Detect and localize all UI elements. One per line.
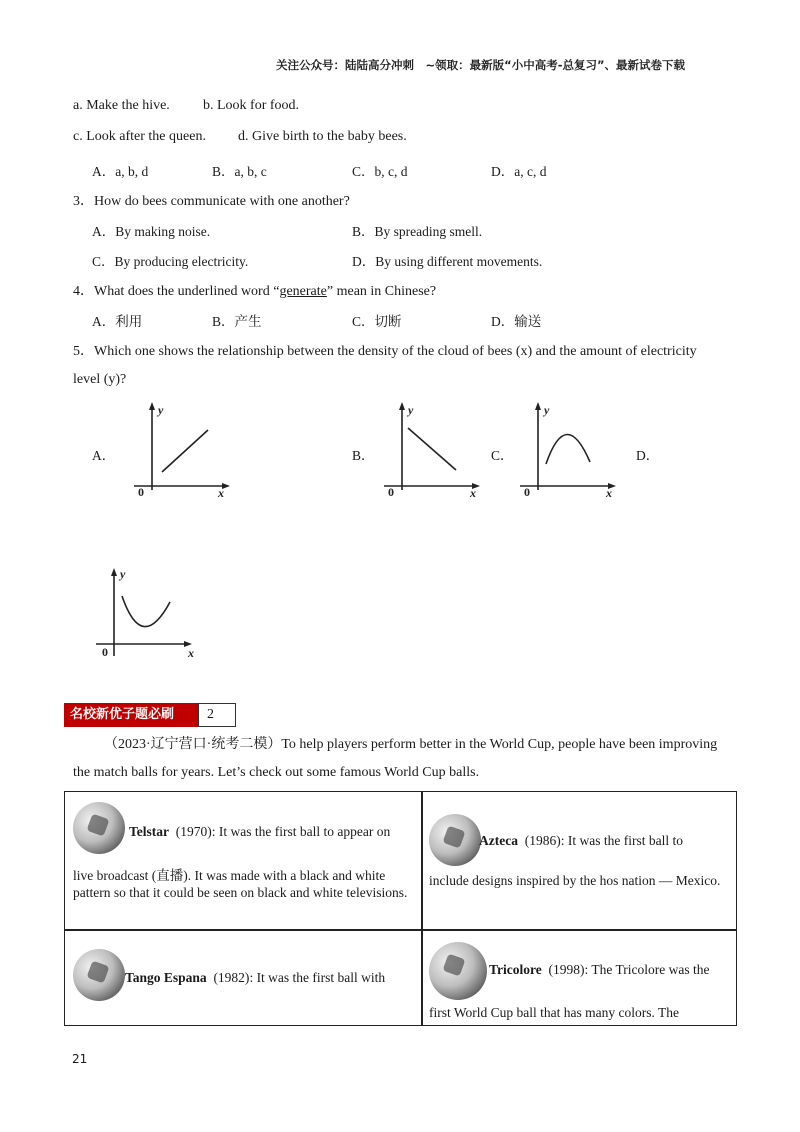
q4-option-d: D．输送 [491, 314, 542, 329]
page-header: 关注公众号：陆陆高分冲刺 ~领取：最新版“小中高考-总复习”、最新试卷下载 [276, 58, 686, 72]
q2-option-b: B．a, b, c [212, 164, 267, 179]
q3-stem: 3．How do bees communicate with one another? [73, 194, 350, 209]
tricolore-heading [489, 962, 709, 978]
graph-c [514, 400, 624, 500]
section-badge: 名校新优子题必刷 [64, 703, 198, 727]
graph-a-x-label: x [218, 486, 224, 500]
graph-a [128, 400, 238, 500]
graph-a-y-label: y [158, 403, 164, 417]
azteca-heading [479, 833, 683, 849]
q4-underlined-word: generate [279, 284, 327, 299]
telstar-desc-2: live broadcast (直播). It was made with a black and white pattern so that it could be seen on black and white televisions. [73, 868, 408, 900]
telstar-ball-image [73, 802, 125, 854]
q5-option-b-label: B． [352, 448, 375, 463]
tricolore-desc-2: first World Cup ball that has many colors. The [429, 1005, 680, 1020]
tango-espana-name: Tango Espana [125, 970, 207, 985]
q4-stem-post: ” mean in Chinese? [326, 284, 437, 299]
graph-b-y-label: y [408, 403, 414, 417]
graph-d-origin: 0 [102, 645, 108, 659]
graph-c-x-label: x [606, 486, 612, 500]
graph-b [378, 400, 488, 500]
tricolore-desc-1: : The Tricolore was the [584, 962, 710, 977]
q2-option-d: D．a, c, d [491, 164, 547, 179]
q5-stem-line2: level (y)? [73, 372, 127, 387]
tango-espana-desc-1: : It was the first ball with [249, 970, 386, 985]
q5-option-d-label: D． [636, 448, 660, 463]
q3-option-a: A．By making noise. [92, 224, 211, 239]
table-divider-vertical [421, 792, 423, 1025]
graph-c-y-label: y [544, 403, 550, 417]
q4-option-c: C．切断 [352, 314, 402, 329]
tricolore-year: (1998) [548, 962, 585, 977]
graph-b-origin: 0 [388, 485, 394, 499]
tango-espana-year: (1982) [213, 970, 250, 985]
graph-b-x-label: x [470, 486, 476, 500]
q2-option-c: C．b, c, d [352, 164, 408, 179]
graph-a-curve [162, 430, 208, 472]
graph-b-curve [408, 428, 456, 470]
graph-c-curve [546, 434, 590, 464]
q3-option-b: B．By spreading smell. [352, 224, 483, 239]
tango-espana-heading [125, 970, 385, 986]
q5-option-a-label: A． [92, 448, 116, 463]
q2-item-c: c. Look after the queen. [73, 129, 206, 144]
azteca-year: (1986) [524, 833, 561, 848]
q3-option-c: C．By producing electricity. [92, 254, 249, 269]
q2-item-a: a. Make the hive. [73, 98, 170, 113]
azteca-desc-1: : It was the first ball to [560, 833, 683, 848]
azteca-desc-2: include designs inspired by the hos nation — Mexico. [429, 873, 721, 888]
azteca-name: Azteca [479, 833, 518, 848]
azteca-ball-image [429, 814, 481, 866]
balls-table [64, 791, 737, 1026]
telstar-desc-1: : It was the first ball to appear on [211, 824, 391, 839]
graph-d [90, 566, 200, 666]
graph-d-x-label: x [188, 646, 194, 660]
q5-option-c-label: C． [491, 448, 514, 463]
page-number: 21 [72, 1052, 88, 1066]
q4-option-b: B．产生 [212, 314, 262, 329]
q4-stem [73, 280, 436, 300]
graph-d-curve [122, 596, 170, 627]
telstar-year: (1970) [175, 824, 212, 839]
q3-option-d: D．By using different movements. [352, 254, 543, 269]
tricolore-ball-image [429, 942, 487, 1000]
table-divider-horizontal [65, 929, 736, 931]
graph-d-y-label: y [120, 567, 126, 581]
graph-c-origin: 0 [524, 485, 530, 499]
tango-espana-ball-image [73, 949, 125, 1001]
tricolore-name: Tricolore [489, 962, 542, 977]
q4-option-a: A．利用 [92, 314, 143, 329]
section-intro-line2: the match balls for years. Let’s check out some famous World Cup balls. [73, 765, 480, 780]
graph-a-origin: 0 [138, 485, 144, 499]
q2-item-b: b. Look for food. [203, 98, 300, 113]
section-badge-number: 2 [198, 703, 236, 727]
telstar-heading [129, 824, 390, 840]
q2-option-a: A．a, b, d [92, 164, 149, 179]
q2-item-d: d. Give birth to the baby bees. [238, 129, 407, 144]
q4-stem-pre: 4．What does the underlined word “ [73, 284, 280, 299]
q5-stem-line1: 5．Which one shows the relationship between the density of the cloud of bees (x) and the amount of electricity [73, 344, 697, 359]
telstar-name: Telstar [129, 824, 169, 839]
section-intro-line1: （2023·辽宁营口·统考二模）To help players perform better in the World Cup, people have been improving [104, 737, 718, 752]
